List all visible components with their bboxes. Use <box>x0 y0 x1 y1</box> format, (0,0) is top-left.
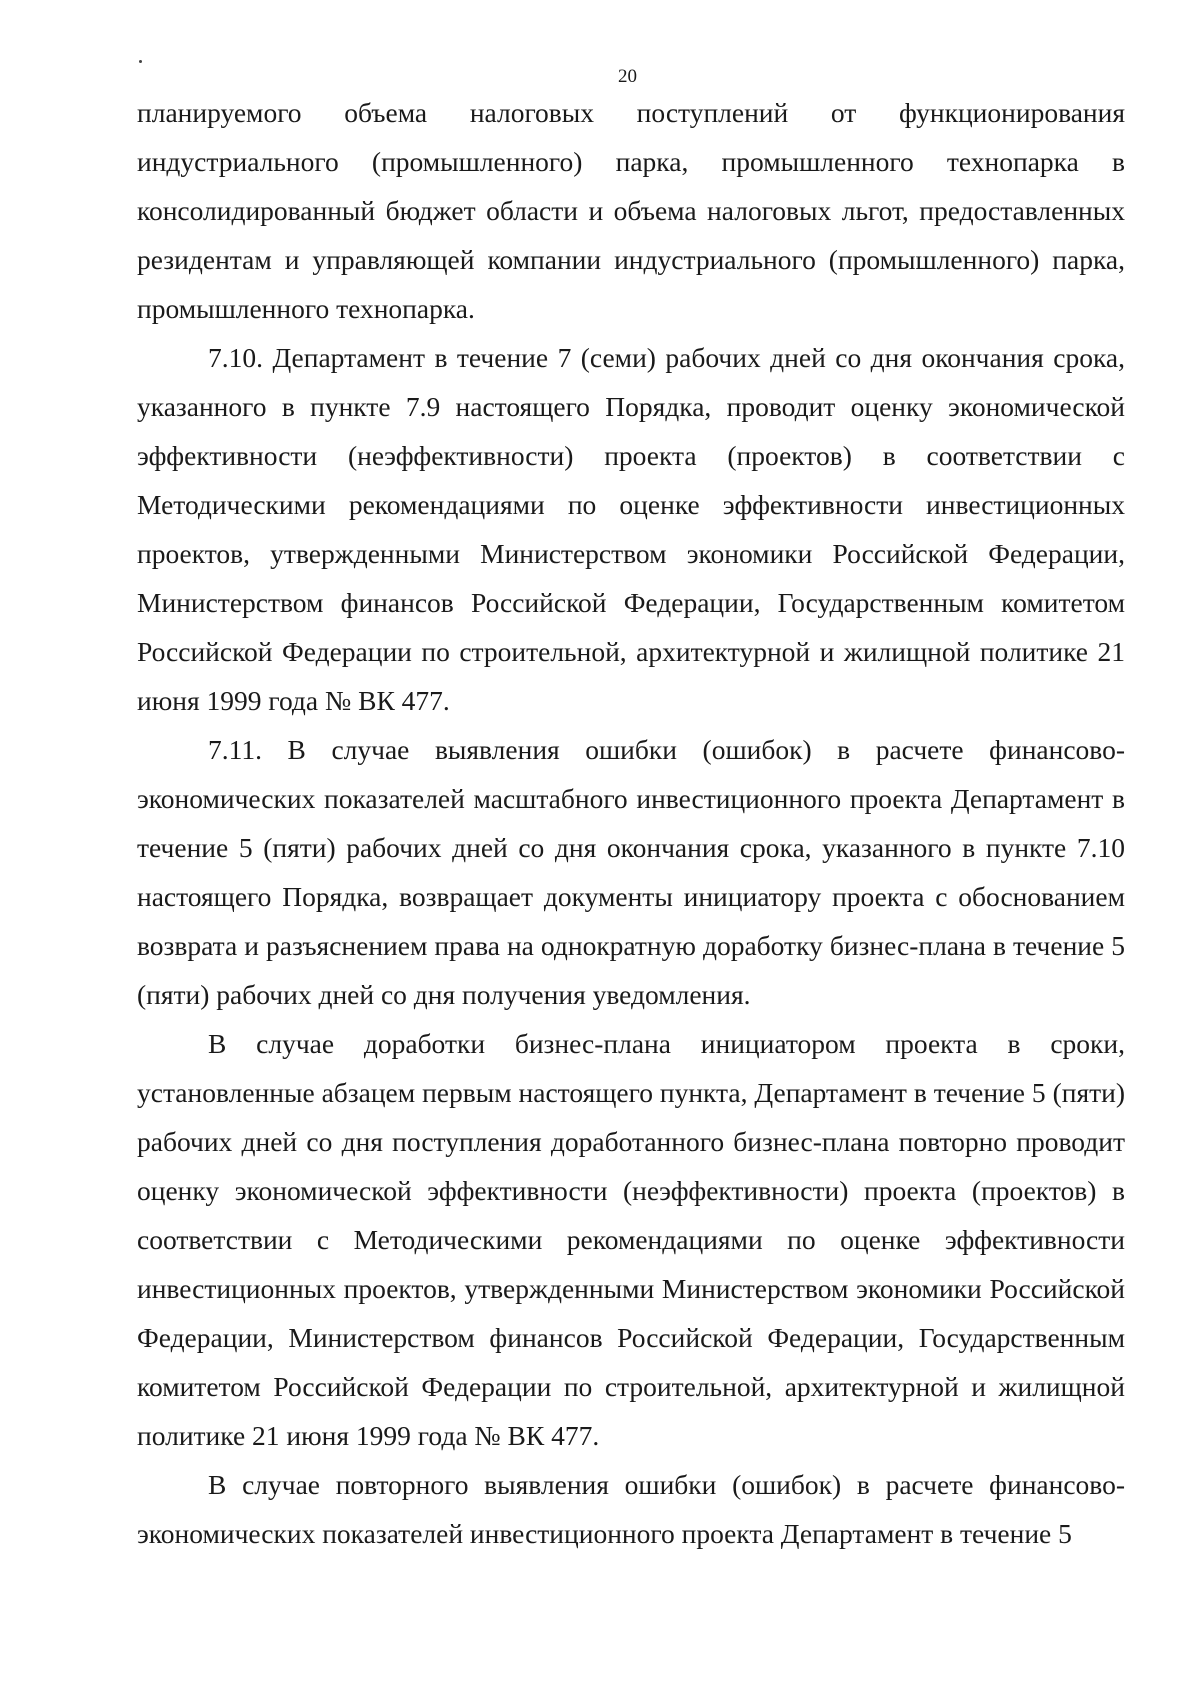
paragraph-repeat-error: В случае повторного выявления ошибки (ошибок) в расчете финансово-экономических показателей инвестиционного проекта Департамент в течение 5 <box>137 1469 1125 1549</box>
scan-speck <box>139 60 142 63</box>
paragraph-7-11: 7.11. В случае выявления ошибки (ошибок) в расчете финансово-экономических показателей масштабного инвестиционного проекта Департамент в течение 5 (пяти) рабочих дней со дня окончания срока, указанного в пункте 7.10 настоящего Порядка, возвращает документы инициатору проекта с обоснованием возврата и разъяснением права на однократную доработку бизнес-плана в течение 5 (пяти) рабочих дней со дня получения уведомления. <box>137 734 1125 1010</box>
page-number: 20 <box>618 66 637 87</box>
paragraph-continuation: планируемого объема налоговых поступлений от функционирования индустриального (промышленного) парка, промышленного технопарка в консолидированный бюджет области и объема налоговых льгот, предоставленных резидентам и управляющей компании индустриального (промышленного) парка, промышленного технопарка. <box>137 97 1125 324</box>
document-body <box>137 88 1125 1558</box>
paragraph-7-10: 7.10. Департамент в течение 7 (семи) рабочих дней со дня окончания срока, указанного в пункте 7.9 настоящего Порядка, проводит оценку экономической эффективности (неэффективности) проекта (проектов) в соответствии с Методическими рекомендациями по оценке эффективности инвестиционных проектов, утвержденными Министерством экономики Российской Федерации, Министерством финансов Российской Федерации, Государственным комитетом Российской Федерации по строительной, архитектурной и жилищной политике 21 июня 1999 года № ВК 477. <box>137 342 1125 716</box>
paragraph-rework: В случае доработки бизнес-плана инициатором проекта в сроки, установленные абзацем первым настоящего пункта, Департамент в течение 5 (пяти) рабочих дней со дня поступления доработанного бизнес-плана повторно проводит оценку экономической эффективности (неэффективности) проекта (проектов) в соответствии с Методическими рекомендациями по оценке эффективности инвестиционных проектов, утвержденными Министерством экономики Российской Федерации, Министерством финансов Российской Федерации, Государственным комитетом Российской Федерации по строительной, архитектурной и жилищной политике 21 июня 1999 года № ВК 477. <box>137 1028 1125 1451</box>
